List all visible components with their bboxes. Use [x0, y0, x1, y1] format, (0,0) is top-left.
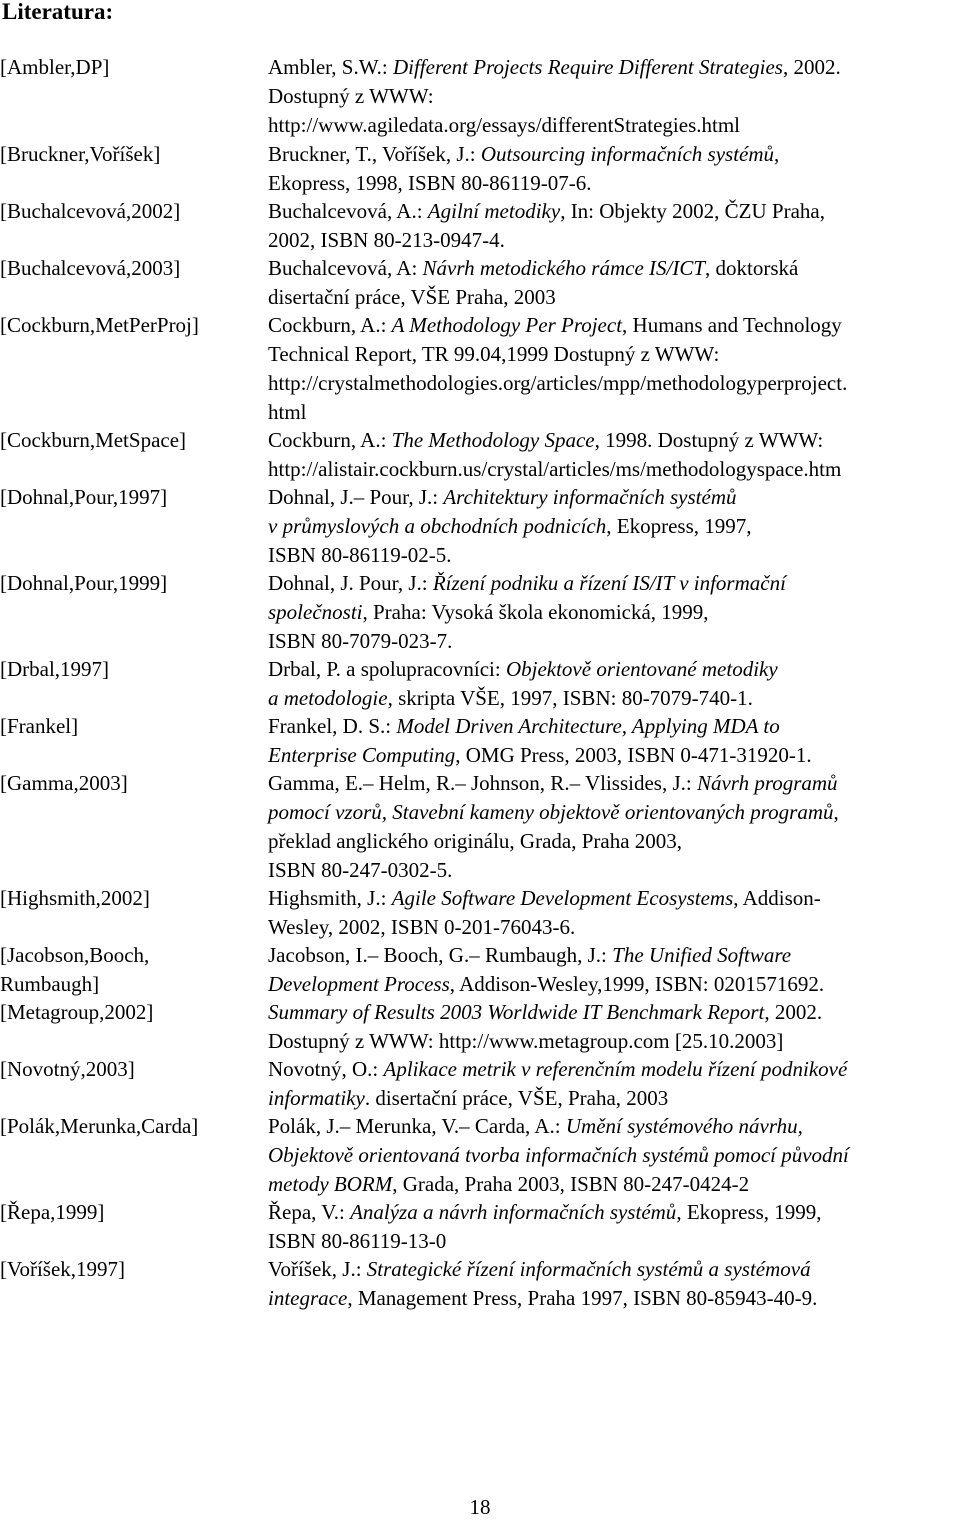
citation-segment: . disertační práce, VŠE, Praha, 2003 — [364, 1086, 669, 1110]
citation-line — [268, 426, 958, 455]
citation-line — [268, 884, 958, 913]
citation-key: [Řepa,1999] — [0, 1200, 105, 1224]
citation-text — [268, 769, 958, 885]
citation-key: [Voříšek,1997] — [0, 1257, 126, 1281]
citation-title-segment: integrace — [268, 1286, 348, 1310]
citation-line — [268, 1055, 958, 1084]
citation-text — [268, 1112, 958, 1199]
citation-segment: html — [268, 400, 307, 424]
citation-text — [268, 884, 958, 942]
citation-line — [268, 53, 958, 82]
citation-title-segment: pomocí vzorů, Stavební kameny objektově orientovaných programů — [268, 800, 834, 824]
citation-title-segment: A Methodology Per Project — [391, 313, 623, 337]
page-number: 18 — [469, 1495, 491, 1519]
citation-key: [Polák,Merunka,Carda] — [0, 1114, 199, 1138]
citation-text — [268, 655, 958, 713]
citation-text — [268, 254, 958, 312]
citation-segment: ISBN 80-86119-02-5. — [268, 543, 452, 567]
citation-title-segment: Agilní metodiky — [427, 199, 561, 223]
citation-text — [268, 712, 958, 770]
citation-key: [Frankel] — [0, 714, 79, 738]
citation-line — [268, 283, 958, 312]
citation-title-segment: Umění systémového návrhu, — [565, 1114, 803, 1138]
citation-line — [268, 741, 958, 770]
citation-line — [268, 82, 958, 111]
citation-segment: http://crystalmethodologies.org/articles/mpp/methodologyperproject. — [268, 371, 848, 395]
citation-key: [Novotný,2003] — [0, 1057, 135, 1081]
citation-text — [268, 53, 958, 140]
citation-segment: , doktorská — [705, 256, 799, 280]
citation-title-segment: Strategické řízení informačních systémů a systémová — [366, 1257, 811, 1281]
citation-segment: , — [774, 142, 780, 166]
citation-segment: Highsmith, J.: — [268, 886, 392, 910]
citation-text — [268, 426, 958, 484]
citation-key: [Dohnal,Pour,1999] — [0, 571, 168, 595]
citation-segment: , 1998. Dostupný z WWW: — [594, 428, 824, 452]
citation-title-segment: Návrh metodického rámce IS/ICT — [422, 256, 706, 280]
citation-key: [Dohnal,Pour,1997] — [0, 485, 168, 509]
citation-title-segment: Agile Software Development Ecosystems — [391, 886, 734, 910]
citation-segment: , Praha: Vysoká škola ekonomická, 1999, — [362, 600, 709, 624]
citation-title-segment: a metodologie — [268, 686, 388, 710]
citation-line — [268, 1255, 958, 1284]
citation-title-segment: v průmyslových a obchodních podnicích — [268, 514, 607, 538]
citation-title-segment: The Unified Software — [612, 943, 792, 967]
citation-segment: Voříšek, J.: — [268, 1257, 367, 1281]
citation-segment: , In: Objekty 2002, ČZU Praha, — [560, 199, 825, 223]
citation-line — [268, 197, 958, 226]
citation-segment: , skripta VŠE, 1997, ISBN: 80-7079-740-1. — [387, 686, 753, 710]
citation-line — [268, 311, 958, 340]
citation-line — [268, 1027, 958, 1056]
citation-line — [268, 483, 958, 512]
citation-title-segment: Outsourcing informačních systémů — [480, 142, 775, 166]
citation-line — [268, 1284, 958, 1313]
citation-segment: disertační práce, VŠE Praha, 2003 — [268, 285, 556, 309]
citation-key: [Cockburn,MetPerProj] — [0, 313, 199, 337]
citation-line — [268, 340, 958, 369]
citation-text — [268, 569, 958, 656]
citation-line — [268, 1170, 958, 1199]
citation-line — [268, 1227, 958, 1256]
citation-title-segment: The Methodology Space — [391, 428, 595, 452]
citation-key: [Metagroup,2002] — [0, 1000, 154, 1024]
citation-text — [268, 1055, 958, 1113]
citation-segment: Cockburn, A.: — [268, 428, 392, 452]
citation-key: [Bruckner,Voříšek] — [0, 142, 161, 166]
citation-text — [268, 483, 958, 570]
citation-title-segment: Objektově orientovaná tvorba informačních systémů pomocí původní — [268, 1143, 849, 1167]
citation-line — [268, 998, 958, 1027]
citation-segment: ISBN 80-86119-13-0 — [268, 1229, 447, 1253]
citation-line — [268, 827, 958, 856]
citation-line — [268, 769, 958, 798]
citation-segment: ISBN 80-7079-023-7. — [268, 629, 453, 653]
citation-segment: Polák, J.– Merunka, V.– Carda, A.: — [268, 1114, 566, 1138]
citation-segment: , Grada, Praha 2003, ISBN 80-247-0424-2 — [392, 1172, 750, 1196]
citation-segment: Ekopress, 1998, ISBN 80-86119-07-6. — [268, 171, 592, 195]
citation-segment: překlad anglického originálu, Grada, Praha 2003, — [268, 829, 683, 853]
page-heading: Literatura: — [2, 0, 114, 24]
citation-title-segment: Summary of Results 2003 Worldwide IT Benchmark Report — [268, 1000, 765, 1024]
citation-segment: , 2002. — [764, 1000, 823, 1024]
citation-text — [268, 1198, 958, 1256]
citation-segment: , Ekopress, 1999, — [676, 1200, 822, 1224]
citation-segment: ISBN 80-247-0302-5. — [268, 858, 453, 882]
citation-line — [268, 913, 958, 942]
citation-title-segment: Different Projects Require Different Strategies — [392, 55, 783, 79]
citation-text — [268, 941, 958, 999]
citation-segment: Gamma, E.– Helm, R.– Johnson, R.– Vlissides, J.: — [268, 771, 697, 795]
citation-line — [268, 541, 958, 570]
citation-key: [Cockburn,MetSpace] — [0, 428, 187, 452]
citation-segment: Dostupný z WWW: http://www.metagroup.com [25.10.2003] — [268, 1029, 784, 1053]
citation-line — [268, 655, 958, 684]
citation-segment: Drbal, P. a spolupracovníci: — [268, 657, 506, 681]
citation-segment: Cockburn, A.: — [268, 313, 392, 337]
citation-segment: , OMG Press, 2003, ISBN 0-471-31920-1. — [455, 743, 812, 767]
citation-segment: Buchalcevová, A: — [268, 256, 423, 280]
citation-line — [268, 398, 958, 427]
citation-title-segment: Development Process — [268, 972, 450, 996]
citation-title-segment: Řízení podniku a řízení IS/IT v informační — [432, 571, 786, 595]
citation-text — [268, 1255, 958, 1313]
citation-line — [268, 941, 958, 970]
citation-line — [268, 684, 958, 713]
citation-line — [268, 1198, 958, 1227]
citation-title-segment: Aplikace metrik v referenčním modelu řízení podnikové — [383, 1057, 848, 1081]
citation-segment: , Humans and Technology — [622, 313, 842, 337]
citation-segment: Dostupný z WWW: — [268, 84, 434, 108]
citation-line — [268, 369, 958, 398]
citation-segment: http://www.agiledata.org/essays/differentStrategies.html — [268, 113, 741, 137]
citation-segment: , Addison-Wesley,1999, ISBN: 0201571692. — [449, 972, 825, 996]
citation-segment: , Ekopress, 1997, — [606, 514, 752, 538]
citation-key: [Ambler,DP] — [0, 55, 110, 79]
citation-title-segment: Návrh programů — [696, 771, 838, 795]
citation-key: [Buchalcevová,2002] — [0, 199, 181, 223]
citation-line — [268, 140, 958, 169]
citation-line — [268, 169, 958, 198]
citation-line — [268, 1084, 958, 1113]
citation-line — [268, 1141, 958, 1170]
citation-line — [268, 569, 958, 598]
citation-line — [268, 1112, 958, 1141]
citation-line — [268, 455, 958, 484]
citation-title-segment: Analýza a návrh informačních systémů — [350, 1200, 677, 1224]
citation-segment: Jacobson, I.– Booch, G.– Rumbaugh, J.: — [268, 943, 613, 967]
citation-line — [268, 111, 958, 140]
citation-key: [Highsmith,2002] — [0, 886, 150, 910]
citation-key: [Drbal,1997] — [0, 657, 110, 681]
citation-segment: Řepa, V.: — [268, 1200, 351, 1224]
citation-line — [268, 512, 958, 541]
citation-line — [268, 856, 958, 885]
citation-segment: Technical Report, TR 99.04,1999 Dostupný z WWW: — [268, 342, 720, 366]
citation-segment: Novotný, O.: — [268, 1057, 384, 1081]
citation-segment: Buchalcevová, A.: — [268, 199, 428, 223]
citation-segment: Dohnal, J.– Pour, J.: — [268, 485, 444, 509]
citation-text — [268, 197, 958, 255]
citation-text — [268, 140, 958, 198]
citation-segment: , Management Press, Praha 1997, ISBN 80-85943-40-9. — [347, 1286, 818, 1310]
citation-segment: Bruckner, T., Voříšek, J.: — [268, 142, 481, 166]
citation-text — [268, 311, 958, 427]
citation-line — [268, 970, 958, 999]
citation-segment: Dohnal, J. Pour, J.: — [268, 571, 433, 595]
citation-title-segment: Enterprise Computing — [268, 743, 456, 767]
citation-line — [268, 798, 958, 827]
citation-title-segment: informatiky — [268, 1086, 365, 1110]
citation-title-segment: metody BORM — [268, 1172, 393, 1196]
citation-segment: Wesley, 2002, ISBN 0-201-76043-6. — [268, 915, 576, 939]
citation-segment: Frankel, D. S.: — [268, 714, 397, 738]
citation-line — [268, 627, 958, 656]
citation-segment: Ambler, S.W.: — [268, 55, 393, 79]
citation-line — [268, 598, 958, 627]
citation-key: [Jacobson,Booch, Rumbaugh] — [0, 943, 150, 996]
citation-title-segment: společnosti — [268, 600, 363, 624]
citation-line — [268, 712, 958, 741]
citation-text — [268, 998, 958, 1056]
citation-segment: , Addison- — [733, 886, 821, 910]
citation-title-segment: Objektově orientované metodiky — [505, 657, 778, 681]
citation-key: [Buchalcevová,2003] — [0, 256, 181, 280]
citation-line — [268, 226, 958, 255]
citation-segment: 2002, ISBN 80-213-0947-4. — [268, 228, 505, 252]
citation-line — [268, 254, 958, 283]
citation-title-segment: Architektury informačních systémů — [443, 485, 737, 509]
citation-segment: , — [833, 800, 839, 824]
citation-key: [Gamma,2003] — [0, 771, 128, 795]
citation-segment: , 2002. — [782, 55, 841, 79]
citation-segment: http://alistair.cockburn.us/crystal/articles/ms/methodologyspace.htm — [268, 457, 842, 481]
citation-title-segment: Model Driven Architecture, Applying MDA to — [396, 714, 780, 738]
